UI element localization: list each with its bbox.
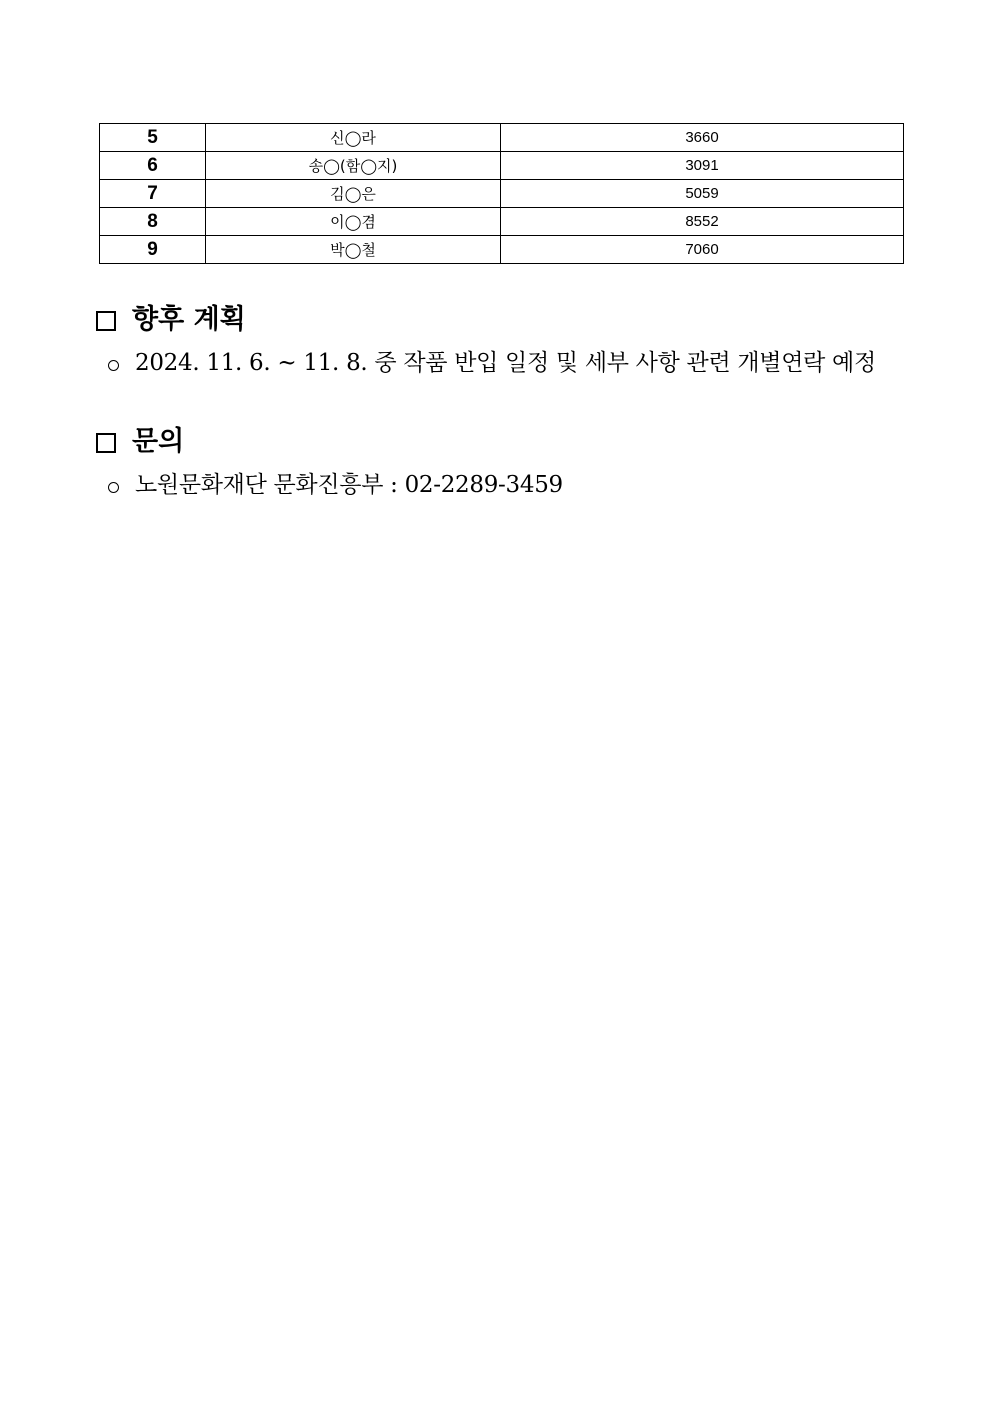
row-number: 9 — [100, 236, 206, 264]
participant-name: 이◯겸 — [206, 208, 501, 236]
participant-id: 5059 — [501, 180, 904, 208]
row-number: 7 — [100, 180, 206, 208]
participant-name: 김◯은 — [206, 180, 501, 208]
table-row — [100, 124, 904, 152]
participant-name: 박◯철 — [206, 236, 501, 264]
participant-name: 송◯(함◯지) — [206, 152, 501, 180]
section-title: 향후 계획 — [132, 304, 246, 335]
results-table — [99, 123, 904, 264]
checkbox-icon — [96, 433, 116, 453]
section-title: 문의 — [132, 426, 185, 457]
participant-id: 7060 — [501, 236, 904, 264]
row-number: 6 — [100, 152, 206, 180]
participant-id: 8552 — [501, 208, 904, 236]
table-row — [100, 180, 904, 208]
section-heading-future-plans — [96, 303, 246, 337]
bullet-item — [106, 470, 563, 500]
row-number: 5 — [100, 124, 206, 152]
participant-name: 신◯라 — [206, 124, 501, 152]
bullet-item — [106, 348, 876, 378]
table-row — [100, 208, 904, 236]
bullet-text: 2024. 11. 6. ~ 11. 8. 중 작품 반입 일정 및 세부 사항 관련 개별연락 예정 — [135, 350, 876, 376]
table-row — [100, 236, 904, 264]
circle-bullet-icon — [108, 360, 119, 371]
participant-id: 3660 — [501, 124, 904, 152]
table-row — [100, 152, 904, 180]
checkbox-icon — [96, 311, 116, 331]
row-number: 8 — [100, 208, 206, 236]
circle-bullet-icon — [108, 482, 119, 493]
bullet-text: 노원문화재단 문화진흥부 : 02-2289-3459 — [135, 472, 563, 498]
section-heading-inquiry — [96, 425, 184, 459]
participant-id: 3091 — [501, 152, 904, 180]
